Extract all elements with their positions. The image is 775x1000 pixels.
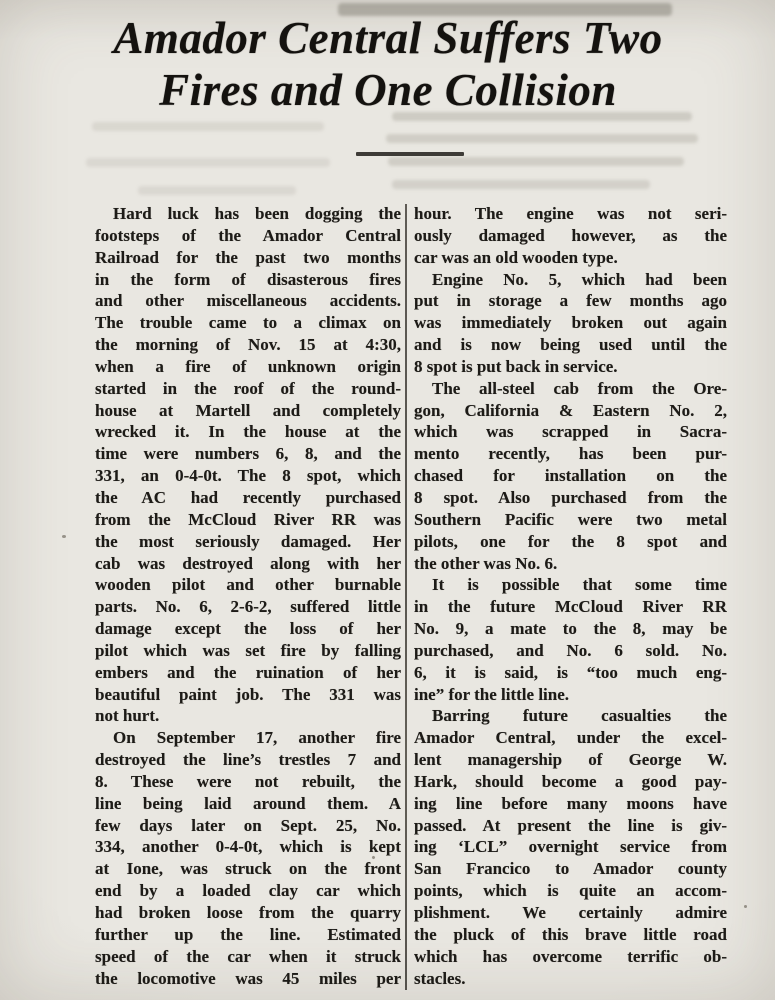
article-text-line: The all-steel cab from the Ore- bbox=[432, 378, 727, 398]
article-text-line: 8. These were not rebuilt, the bbox=[95, 771, 401, 791]
article-text-line: house at Martell and completely bbox=[95, 400, 401, 420]
ghost-text-smudge bbox=[86, 158, 330, 167]
ghost-text-smudge bbox=[392, 180, 650, 189]
article-text-line: 6, it is said, is “too much eng- bbox=[414, 662, 727, 682]
article-headline bbox=[58, 12, 718, 116]
article-text-line: destroyed the line’s trestles 7 and bbox=[95, 750, 401, 770]
article-text-line: and other miscellaneous accidents. bbox=[95, 291, 401, 311]
article-text-line: parts. No. 6, 2-6-2, suffered little bbox=[95, 597, 401, 617]
article-text-line: ine” for the little line. bbox=[414, 684, 570, 704]
article-text-line: the morning of Nov. 15 at 4:30, bbox=[95, 335, 401, 355]
article-text-line: It is possible that some time bbox=[432, 575, 727, 595]
article-text-line: the pluck of this brave little road bbox=[414, 924, 727, 944]
article-text-line: Southern Pacific were two metal bbox=[414, 509, 727, 529]
paper-speck bbox=[744, 905, 747, 908]
article-text-line: passed. At present the line is giv- bbox=[414, 815, 727, 835]
article-text-line: pilot which was set fire by falling bbox=[95, 640, 401, 660]
article-text-line: further up the line. Estimated bbox=[95, 924, 401, 944]
column-divider-rule bbox=[405, 204, 407, 990]
article-text-line: time were numbers 6, 8, and the bbox=[95, 444, 401, 464]
article-text-line: was immediately broken out again bbox=[414, 313, 727, 333]
article-text-line: put in storage a few months ago bbox=[414, 291, 727, 311]
ghost-text-smudge bbox=[386, 134, 698, 143]
article-text-line: ing line before many moons have bbox=[414, 793, 727, 813]
article-text-line: wrecked it. In the house at the bbox=[95, 422, 401, 442]
article-text-line: Amador Central, under the excel- bbox=[414, 728, 727, 748]
article-text-line: wooden pilot and other burnable bbox=[95, 575, 401, 595]
ghost-text-smudge bbox=[138, 186, 296, 195]
article-column-left bbox=[95, 203, 401, 989]
article-text-line: plishment. We certainly admire bbox=[414, 903, 727, 922]
article-text-line: Hard luck has been dogging the bbox=[113, 204, 401, 223]
article-text-line: had broken loose from the quarry bbox=[95, 903, 401, 922]
article-text-line: 8 spot. Also purchased from the bbox=[414, 487, 727, 507]
article-text-line: Barring future casualties the bbox=[432, 706, 727, 726]
article-text-line: purchased, and No. 6 sold. No. bbox=[414, 640, 727, 660]
article-text-line: stacles. bbox=[414, 968, 466, 988]
ghost-text-smudge bbox=[388, 157, 684, 166]
article-text-line: footsteps of the Amador Central bbox=[95, 225, 401, 245]
article-text-line: the other was No. 6. bbox=[414, 553, 558, 573]
article-text-line: gon, California & Eastern No. 2, bbox=[414, 400, 727, 420]
article-text-line: when a fire of unknown origin bbox=[95, 356, 401, 376]
article-text-line: mento recently, has been pur- bbox=[414, 444, 727, 464]
article-text-line: the AC had recently purchased bbox=[95, 487, 401, 507]
article-text-line: pilots, one for the 8 spot and bbox=[414, 531, 727, 551]
article-text-line: Hark, should become a good pay- bbox=[414, 771, 727, 791]
article-headline-line-2: Fires and One Collision bbox=[159, 65, 617, 115]
article-text-line: 334, another 0-4-0t, which is kept bbox=[95, 837, 401, 857]
headline-divider-dash bbox=[356, 152, 464, 156]
article-text-line: The trouble came to a climax on bbox=[95, 313, 401, 333]
article-text-line: cab was destroyed along with her bbox=[95, 553, 401, 573]
article-text-line: few days later on Sept. 25, No. bbox=[95, 815, 401, 835]
article-headline-line-1: Amador Central Suffers Two bbox=[113, 13, 663, 63]
article-text-line: not hurt. bbox=[95, 706, 160, 726]
article-text-line: damage except the loss of her bbox=[95, 619, 401, 639]
article-text-line: chased for installation on the bbox=[414, 466, 727, 486]
article-text-line: beautiful paint job. The 331 was bbox=[95, 684, 401, 704]
article-text-line: 331, an 0-4-0t. The 8 spot, which bbox=[95, 466, 401, 486]
article-text-line: hour. The engine was not seri- bbox=[414, 204, 727, 223]
article-text-line: started in the roof of the round- bbox=[95, 378, 401, 398]
article-text-line: line being laid around them. A bbox=[95, 793, 401, 813]
article-text-line: lent managership of George W. bbox=[414, 750, 727, 770]
article-text-line: and is now being used until the bbox=[414, 335, 727, 355]
article-text-line: San Francico to Amador county bbox=[414, 859, 727, 879]
paper-speck bbox=[62, 535, 66, 538]
article-text-line: at Ione, was struck on the front bbox=[95, 859, 401, 879]
article-text-line: the most seriously damaged. Her bbox=[95, 531, 401, 551]
article-text-line: ing ‘LCL” overnight service from bbox=[414, 837, 727, 857]
article-text-line: from the McCloud River RR was bbox=[95, 509, 401, 529]
article-text-line: in the form of disasterous fires bbox=[95, 269, 401, 289]
article-text-line: embers and the ruination of her bbox=[95, 662, 401, 682]
ghost-text-smudge bbox=[92, 122, 324, 131]
article-text-line: car was an old wooden type. bbox=[414, 247, 618, 267]
article-text-line: points, which is quite an accom- bbox=[414, 881, 727, 901]
article-column-right bbox=[414, 203, 727, 989]
article-text-line: which has overcome terrific ob- bbox=[414, 946, 727, 966]
article-text-line: in the future McCloud River RR bbox=[414, 597, 727, 617]
article-text-line: 8 spot is put back in service. bbox=[414, 356, 618, 376]
article-text-line: Railroad for the past two months bbox=[95, 247, 401, 267]
article-text-line: which was scrapped in Sacra- bbox=[414, 422, 727, 442]
article-text-line: Engine No. 5, which had been bbox=[432, 269, 727, 289]
article-text-line: speed of the car when it struck bbox=[95, 946, 401, 966]
article-text-line: ously damaged however, as the bbox=[414, 225, 727, 245]
article-text-line: end by a loaded clay car which bbox=[95, 881, 401, 901]
article-text-line: On September 17, another fire bbox=[113, 728, 401, 748]
article-text-line: the locomotive was 45 miles per bbox=[95, 968, 401, 988]
article-text-line: No. 9, a mate to the 8, may be bbox=[414, 619, 727, 639]
